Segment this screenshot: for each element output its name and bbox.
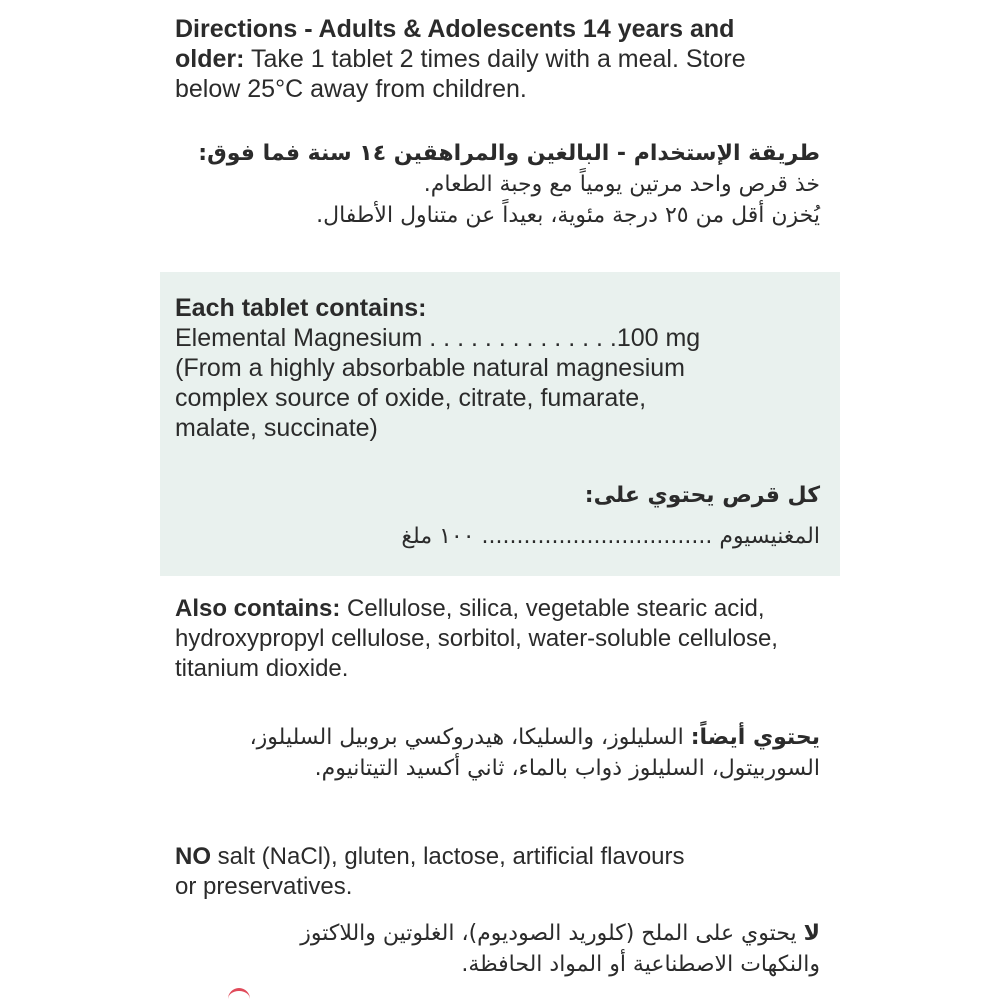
directions-heading: Directions - Adults & Adolescents 14 years and xyxy=(175,15,735,43)
free-from-english xyxy=(175,842,875,902)
ingredient-source-line: malate, succinate) xyxy=(175,414,378,442)
also-contains-label-arabic: يحتوي أيضاً: xyxy=(690,725,820,750)
ingredient-magnesium-arabic: المغنيسيوم ................................. ١٠٠ ملغ xyxy=(401,524,820,549)
directions-storage-text: below 25°C away from children. xyxy=(175,75,527,103)
ingredient-source-line: (From a highly absorbable natural magnesium xyxy=(175,354,685,382)
also-contains-text-arabic: السوربيتول، السليلوز ذواب بالماء، ثاني أكسيد التيتانيوم. xyxy=(314,756,820,781)
free-from-text-arabic: والنكهات الاصطناعية أو المواد الحافظة. xyxy=(461,952,820,977)
also-contains-english xyxy=(175,594,875,684)
directions-storage-arabic: يُخزن أقل من ٢٥ درجة مئوية، بعيداً عن متناول الأطفال. xyxy=(316,203,820,228)
directions-english xyxy=(175,14,875,104)
directions-heading-arabic: طريقة الإستخدام - البالغين والمراهقين ١٤ سنة فما فوق: xyxy=(198,141,820,166)
also-contains-text-arabic: السليلوز، والسليكا، هيدروكسي بروبيل السليلوز، xyxy=(249,725,691,750)
also-contains-text: titanium dioxide. xyxy=(175,655,349,682)
contents-heading-arabic: كل قرص يحتوي على: xyxy=(584,483,820,508)
free-from-text: or preservatives. xyxy=(175,873,353,900)
free-from-arabic xyxy=(140,918,820,980)
directions-heading-end: older: xyxy=(175,45,245,73)
also-contains-arabic xyxy=(140,722,820,784)
decorative-red-mark xyxy=(228,988,250,1003)
free-from-text: salt (NaCl), gluten, lactose, artificial flavours xyxy=(211,843,685,870)
directions-text: Take 1 tablet 2 times daily with a meal. Store xyxy=(244,45,746,73)
also-contains-text: Cellulose, silica, vegetable stearic acid, xyxy=(340,595,765,622)
ingredient-magnesium: Elemental Magnesium . . . . . . . . . . . . . .100 mg xyxy=(175,324,701,352)
directions-text-arabic: خذ قرص واحد مرتين يومياً مع وجبة الطعام. xyxy=(423,172,820,197)
ingredient-source-line: complex source of oxide, citrate, fumarate, xyxy=(175,384,647,412)
contents-arabic xyxy=(140,480,820,552)
contents-english xyxy=(175,293,875,443)
also-contains-label: Also contains: xyxy=(175,595,341,622)
free-from-label: NO xyxy=(175,843,211,870)
also-contains-text: hydroxypropyl cellulose, sorbitol, water-soluble cellulose, xyxy=(175,625,778,652)
free-from-text-arabic: يحتوي على الملح (كلوريد الصوديوم)، الغلوتين واللاكتوز xyxy=(300,921,804,946)
free-from-label-arabic: لا xyxy=(803,921,820,946)
directions-arabic xyxy=(140,138,820,231)
contents-heading: Each tablet contains: xyxy=(175,294,427,322)
